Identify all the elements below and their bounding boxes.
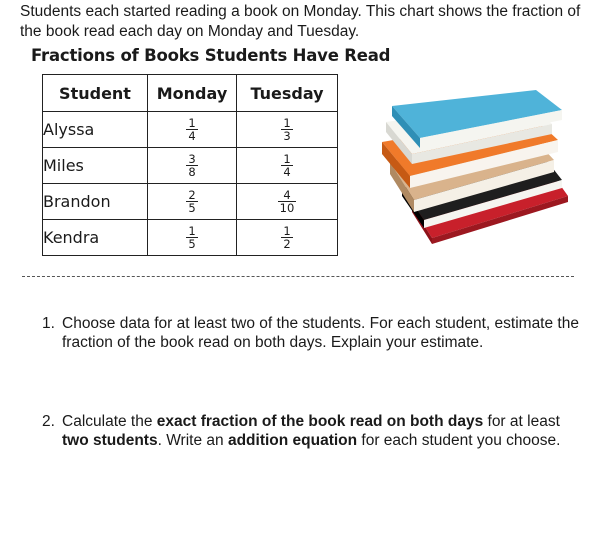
tuesday-cell bbox=[237, 220, 338, 256]
question-number: 2. bbox=[42, 413, 55, 430]
monday-cell bbox=[148, 112, 237, 148]
denominator: 4 bbox=[283, 165, 291, 179]
denominator: 10 bbox=[279, 201, 295, 215]
student-name: Alyssa bbox=[43, 112, 148, 148]
fraction bbox=[278, 189, 297, 214]
denominator: 5 bbox=[188, 237, 196, 251]
question-item bbox=[20, 314, 580, 352]
table-header-row bbox=[43, 75, 338, 112]
denominator: 2 bbox=[283, 237, 291, 251]
numerator: 1 bbox=[283, 224, 291, 238]
numerator: 1 bbox=[283, 116, 291, 130]
fraction bbox=[186, 189, 197, 214]
tuesday-cell bbox=[237, 148, 338, 184]
question-text-part: Calculate the bbox=[62, 413, 157, 430]
table-row bbox=[43, 184, 338, 220]
question-text-part: for at least bbox=[483, 413, 560, 430]
numerator: 1 bbox=[188, 224, 196, 238]
numerator: 3 bbox=[188, 152, 196, 166]
question-text bbox=[62, 413, 560, 449]
fraction bbox=[186, 153, 197, 178]
denominator: 4 bbox=[188, 129, 196, 143]
question-text: Choose data for at least two of the students. For each student, estimate the fraction of the book read on both days. Explain your estimate. bbox=[62, 315, 579, 351]
header-monday: Monday bbox=[148, 75, 237, 112]
table-row bbox=[43, 112, 338, 148]
monday-cell bbox=[148, 148, 237, 184]
fraction bbox=[281, 117, 292, 142]
table-row bbox=[43, 148, 338, 184]
fraction bbox=[281, 225, 292, 250]
student-name: Kendra bbox=[43, 220, 148, 256]
student-name: Brandon bbox=[43, 184, 148, 220]
numerator: 4 bbox=[283, 188, 291, 202]
fraction bbox=[281, 153, 292, 178]
question-bold-part: addition equation bbox=[227, 432, 358, 449]
question-item bbox=[20, 412, 580, 450]
question-number: 1. bbox=[42, 315, 55, 332]
tuesday-cell bbox=[237, 184, 338, 220]
denominator: 5 bbox=[188, 201, 196, 215]
fraction bbox=[186, 117, 197, 142]
numerator: 1 bbox=[283, 152, 291, 166]
table-title: Fractions of Books Students Have Read bbox=[31, 46, 391, 65]
fractions-table bbox=[42, 74, 338, 256]
monday-cell bbox=[148, 184, 237, 220]
intro-text: Students each started reading a book on Monday. This chart shows the fraction of the book read each day on Monday and Tuesday. bbox=[20, 3, 581, 40]
denominator: 3 bbox=[283, 129, 291, 143]
book-stack-image bbox=[372, 88, 572, 248]
question-bold-part: exact fraction of the book read on both days bbox=[156, 413, 484, 430]
tuesday-cell bbox=[237, 112, 338, 148]
question-list bbox=[20, 314, 580, 450]
numerator: 1 bbox=[188, 116, 196, 130]
student-name: Miles bbox=[43, 148, 148, 184]
question-text-part: . Write an bbox=[157, 432, 228, 449]
fraction bbox=[186, 225, 197, 250]
table-row bbox=[43, 220, 338, 256]
denominator: 8 bbox=[188, 165, 196, 179]
question-text-part: for each student you choose. bbox=[357, 432, 561, 449]
numerator: 2 bbox=[188, 188, 196, 202]
header-tuesday: Tuesday bbox=[237, 75, 338, 112]
monday-cell bbox=[148, 220, 237, 256]
header-student: Student bbox=[43, 75, 148, 112]
question-bold-part: two students bbox=[62, 432, 158, 449]
dashed-divider bbox=[22, 276, 574, 277]
